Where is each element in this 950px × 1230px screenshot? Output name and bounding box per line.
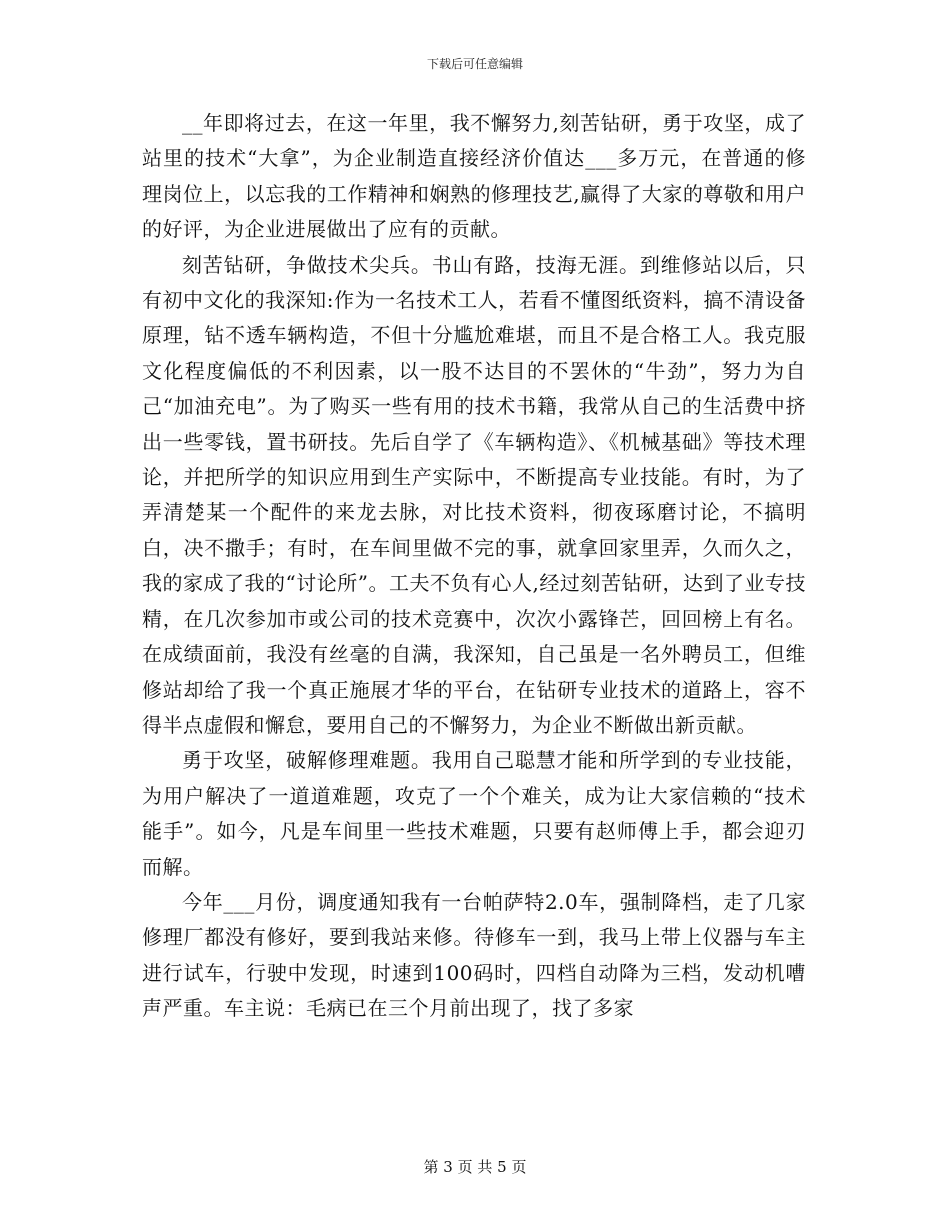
paragraph-2: 刻苦钻研，争做技术尖兵。书山有路，技海无涯。到维修站以后，只有初中文化的我深知:作为一名技术工人，若看不懂图纸资料，搞不清设备原理，钻不透车辆构造，不但十分尴尬难堪，而且不是合格工人。我克服文化程度偏低的不利因素，以一股不达目的不罢休的“牛劲”，努力为自己“加油充电”。为了购买一些有用的技术书籍，我常从自己的生活费中挤出一些零钱，置书研技。先后自学了《车辆构造》、《机械基础》等技术理论，并把所学的知识应用到生产实际中，不断提高专业技能。有时，为了弄清楚某一个配件的来龙去脉，对比技术资料，彻夜琢磨讨论，不搞明白，决不撒手；有时，在车间里做不完的事，就拿回家里弄，久而久之，我的家成了我的“讨论所”。工夫不负有心人,经过刻苦钻研，达到了业专技精，在几次参加市或公司的技术竞赛中，次次小露锋芒，回回榜上有名。在成绩面前，我没有丝毫的自满，我深知，自己虽是一名外聘员工，但维修站却给了我一个真正施展才华的平台，在钻研专业技术的道路上，容不得半点虚假和懈怠，要用自己的不懈努力，为企业不断做出新贡献。 bbox=[142, 252, 806, 737]
document-body bbox=[142, 106, 806, 1027]
paragraph-3: 勇于攻坚，破解修理难题。我用自己聪慧才能和所学到的专业技能，为用户解决了一道道难题，攻克了一个个难关，成为让大家信赖的“技术能手”。如今，凡是车间里一些技术难题，只要有赵师傅上手，都会迎刃而解。 bbox=[142, 748, 806, 879]
page-header: 下载后可任意编辑 bbox=[426, 57, 523, 71]
paragraph-1: __年即将过去，在这一年里，我不懈努力,刻苦钻研，勇于攻坚，成了站里的技术“大拿”，为企业制造直接经济价值达___多万元，在普通的修理岗位上，以忘我的工作精神和娴熟的修理技艺,赢得了大家的尊敬和用户的好评，为企业进展做出了应有的贡献。 bbox=[142, 111, 806, 242]
paragraph-4: 今年___月份，调度通知我有一台帕萨特2.0车，强制降档，走了几家修理厂都没有修好，要到我站来修。待修车一到，我马上带上仪器与车主进行试车，行驶中发现，时速到100码时，四档自动降为三档，发动机嘈声严重。车主说：毛病已在三个月前出现了，找了多家 bbox=[142, 889, 806, 1021]
page-footer: 第 3 页 共 5 页 bbox=[423, 1158, 527, 1176]
